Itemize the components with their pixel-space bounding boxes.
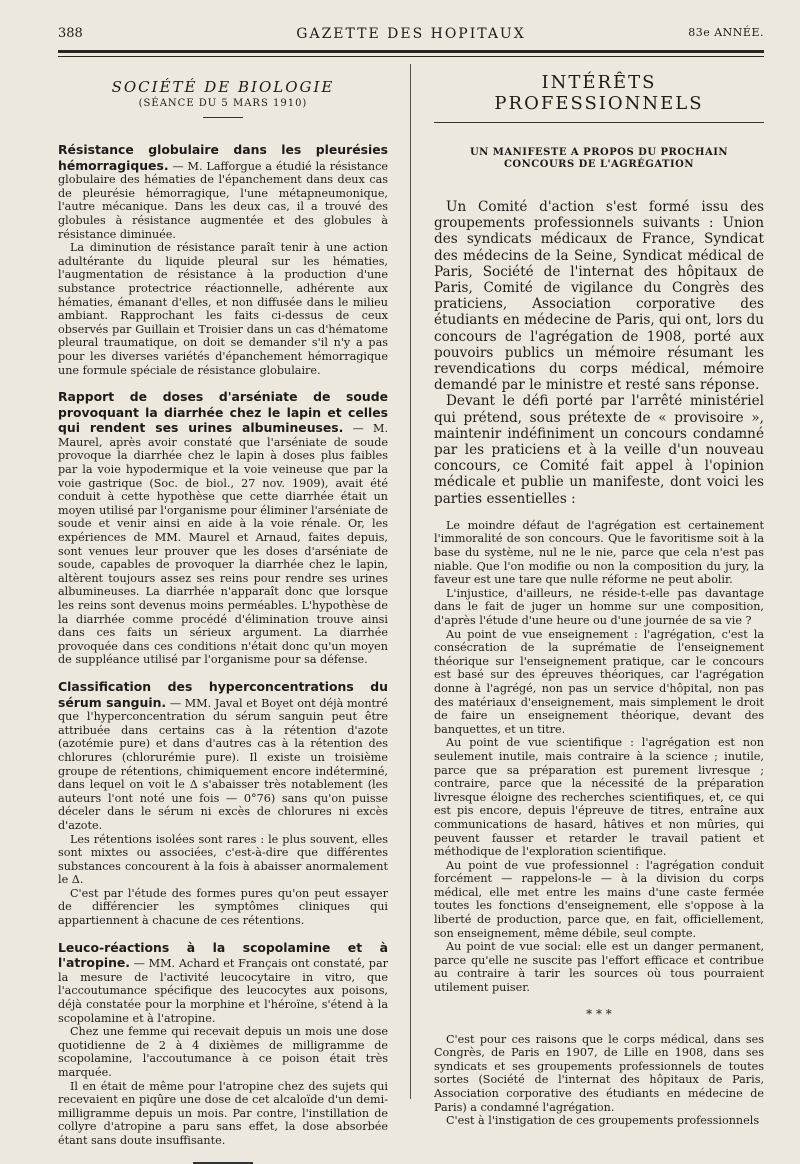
article-paragraph: Il en était de même pour l'atropine chez des sujets qui recevaient en piqûre une dose de cet alcaloïde d'un demi-milligramme depuis un mois. Par contre, l'instillation de collyre d'atropine a paru sans effet, la dose absorbée étant sans doute insuffisante. xyxy=(58,1079,388,1147)
article-heading: Résistance globulaire dans les pleurésies hémorragiques. xyxy=(58,142,388,173)
page-number: 388 xyxy=(58,26,83,41)
end-ornament xyxy=(193,1162,253,1164)
article-text: — M. Lafforgue a étudié la résistance globulaire des hématies de l'épanchement dans deux cas de pleurésie hémorragique, l'une métapneumonique, l'autre mécanique. Dans les deux cas, il a trouvé des globules à résistance augmentée et des globules à résistance diminuée. xyxy=(58,159,389,241)
article-paragraph: La diminution de résistance paraît tenir à une action adultérante du liquide pleural sur les hématies, l'augmentation de résistance à la production d'une substance protectrice réactionnelle, adhérente aux hématies, émanant d'elles, et non diffusée dans le milieu ambiant. Rapprochant les faits ci-dessus de ceux observés par Guillain et Troisier dans un cas d'hématome pleural traumatique, on doit se demander s'il n'y a pas pour les diverses variétés d'épanchement hémorragique une formule spéciale de résistance globulaire. xyxy=(58,241,388,377)
journal-title: GAZETTE DES HOPITAUX xyxy=(296,26,526,42)
article-heading: Rapport de doses d'arséniate de soude provoquant la diarrhée chez le lapin et celles qui rendent ses urines albumineuses. xyxy=(58,389,388,436)
article-paragraph: C'est par l'étude des formes pures qu'on peut essayer de différencier les symptômes cliniques qui appartiennent à chacune de ces rétentions. xyxy=(58,886,388,928)
article-heading: Leuco-réactions à la scopolamine et à l'atropine. xyxy=(58,939,388,971)
header-rule-thick xyxy=(58,50,764,53)
article-paragraph xyxy=(58,940,388,1026)
section-title-biologie: SOCIÉTÉ DE BIOLOGIE xyxy=(111,78,335,96)
intro-paragraph: Un Comité d'action s'est formé issu des groupements professionnels suivants : Union des syndicats médicaux de France, Syndicat des médecins de la Seine, Syndicat médical de Paris, Société de l'internat des hôpitaux de Paris, Comité de vigilance du Congrès des praticiens, Association corporative des étudiants en médecine de Paris, qui ont, lors du concours de l'agrégation de 1908, porté aux pouvoirs publics un mémoire résumant les revendications du corps médical, mémoire demandé par le ministre et resté sans réponse. xyxy=(434,199,764,394)
manifesto-paragraph: Au point de vue enseignement : l'agrégation, c'est la consécration de la suprématie de l'enseignement théorique sur l'enseignement pratique, car le concours est basé sur des épreuves théoriques, car l'agrégation donne à l'agrégé, non pas un service d'hôpital, non pas des matériaux d'enseignement, mais simplement le droit de faire un enseignement théorique, devant des banquettes, et un titre. xyxy=(434,627,764,736)
article-paragraph xyxy=(58,679,388,833)
article-text: — MM. Javal et Boyet ont déjà montré que l'hyperconcentration du sérum sanguin peut être attribuée dans certains cas à la rétention d'azote (azotémie pure) et dans d'autres cas à la rétention des chlorures (chlorurémie pure). Il existe un troisième groupe de rétentions, chimiquement encore indéterminé, dans lequel on voit le Δ s'abaisser très notablement (les auteurs l'ont noté une fois — 0°76) sans qu'on puisse déceler dans le sérum ni excès de chlorures ni excès d'azote. xyxy=(58,696,388,832)
article-text: — M. Maurel, après avoir constaté que l'arséniate de soude provoque la diarrhée chez le lapin à doses plus faibles par la voie hypodermique et la voie veineuse que par la voie gastrique (Soc. de biol., 27 nov. 1909), avait été conduit à cette hypothèse que cette diarrhée était un moyen utilisé par l'organisme pour éliminer l'arséniate de soude et venir ainsi en aide à la voie rénale. Or, les expériences de MM. Maurel et Arnaud, faites depuis, sont venues leur prouver que les doses d'arséniate de soude, capables de provoquer la diarrhée chez le lapin, altèrent toujours assez ses reins pour rendre ses urines albumineuses. La diarrhée n'apparaît donc que lorsque les reins sont devenus moins perméables. L'hypothèse de la diarrhée comme procédé d'élimination trouve ainsi dans ces faits un sérieux argument. La diarrhée provoquée dans ces conditions n'était donc qu'un moyen de suppléance utilisé par l'organisme pour sa défense. xyxy=(58,422,389,667)
article-paragraph xyxy=(58,142,388,241)
manifesto-paragraph: Au point de vue professionnel : l'agrégation conduit forcément — rappelons-le — à la division du corps médical, elle met entre les mains d'une caste fermée toutes les fonctions d'enseignement, elle s'oppose à la liberté de production, parce que, en fait, officiellement, son enseignement, même débile, seul compte. xyxy=(434,858,764,940)
article-heading: Classification des hyperconcentrations du sérum sanguin. xyxy=(58,678,388,710)
asterism: * * * xyxy=(586,1006,612,1021)
article-paragraph: Les rétentions isolées sont rares : le plus souvent, elles sont mixtes ou associées, c'est-à-dire que différentes substances concourent à la fois à abaisser anormalement le Δ. xyxy=(58,832,388,887)
session-date: (SÉANCE DU 5 MARS 1910) xyxy=(138,98,308,109)
manifesto-paragraph: Au point de vue scientifique : l'agrégation est non seulement inutile, mais contraire à la science ; inutile, parce que sa préparation est purement livresque ; contraire, parce que la nécessité de la préparation livresque éloigne des recherches scientifiques, et, ce qui est pis encore, depuis l'épreuve de titres, entraîne aux communications de hasard, hâtives et non mûries, qui peuvent fausser et retarder le travail patient et méthodique de l'exploration scientifique. xyxy=(434,736,764,859)
left-column xyxy=(58,64,388,1164)
article-paragraph: Chez une femme qui recevait depuis un mois une dose quotidienne de 2 à 4 dixièmes de milligramme de scopolamine, l'accoutumance à ce poison était très marquée. xyxy=(58,1025,388,1079)
section-rule xyxy=(434,122,764,123)
manifesto-paragraph: Le moindre défaut de l'agrégation est certainement l'immoralité de son concours. Que le favoritisme soit à la base du système, nul ne le nie, parce que cela n'est pas niable. Que l'on modifie ou non la composition du jury, la faveur est une tare que nulle réforme ne peut abolir. xyxy=(434,518,764,587)
article-title-manifeste: UN MANIFESTE A PROPOS DU PROCHAIN CONCOURS DE L'AGRÉGATION xyxy=(469,147,729,170)
column-divider xyxy=(410,64,411,1099)
running-head xyxy=(58,26,764,48)
intro-paragraph: Devant le défi porté par l'arrêté ministériel qui prétend, sous prétexte de « provisoire », maintenir indéfiniment un concours condamné par les praticiens et à la veille d'un nouveau concours, ce Comité fait appel à l'opinion médicale et publie un manifeste, dont voici les parties essentielles : xyxy=(434,393,764,507)
closing-paragraph: C'est à l'instigation de ces groupements professionnels xyxy=(446,1114,760,1128)
article-paragraph xyxy=(58,389,388,667)
manifesto-paragraph: Au point de vue social: elle est un danger permanent, parce qu'elle ne suscite pas l'effort efficace et contribue au contraire à tarir les sources où tous pourraient utilement puiser. xyxy=(434,940,764,995)
article-text: — MM. Achard et Français ont constaté, par la mesure de l'activité leucocytaire in vitro, que l'accoutumance spécifique des leucocytes aux poisons, déjà constatée pour la morphine et l'héroïne, s'étend à la scopolamine et à l'atropine. xyxy=(58,957,388,1025)
short-rule xyxy=(203,117,243,118)
year-label: 83e ANNÉE. xyxy=(688,26,764,39)
header-rule-thin xyxy=(58,56,764,57)
section-title-interets: INTÉRÊTS PROFESSIONNELS xyxy=(494,72,704,114)
manifesto-paragraph: L'injustice, d'ailleurs, ne réside-t-elle pas davantage dans le fait de juger un homme sur une composition, d'après l'étude d'une heure ou d'une journée de sa vie ? xyxy=(434,586,764,628)
closing-paragraph: C'est pour ces raisons que le corps médical, dans ses Congrès, de Paris en 1907, de Lille en 1908, dans ses syndicats et ses groupements professionnels de toutes sortes (Société de l'internat des hôpitaux de Paris, Association corporative des étudiants en médecine de Paris) a condamné l'agrégation. xyxy=(434,1032,764,1114)
right-column xyxy=(434,64,764,1128)
